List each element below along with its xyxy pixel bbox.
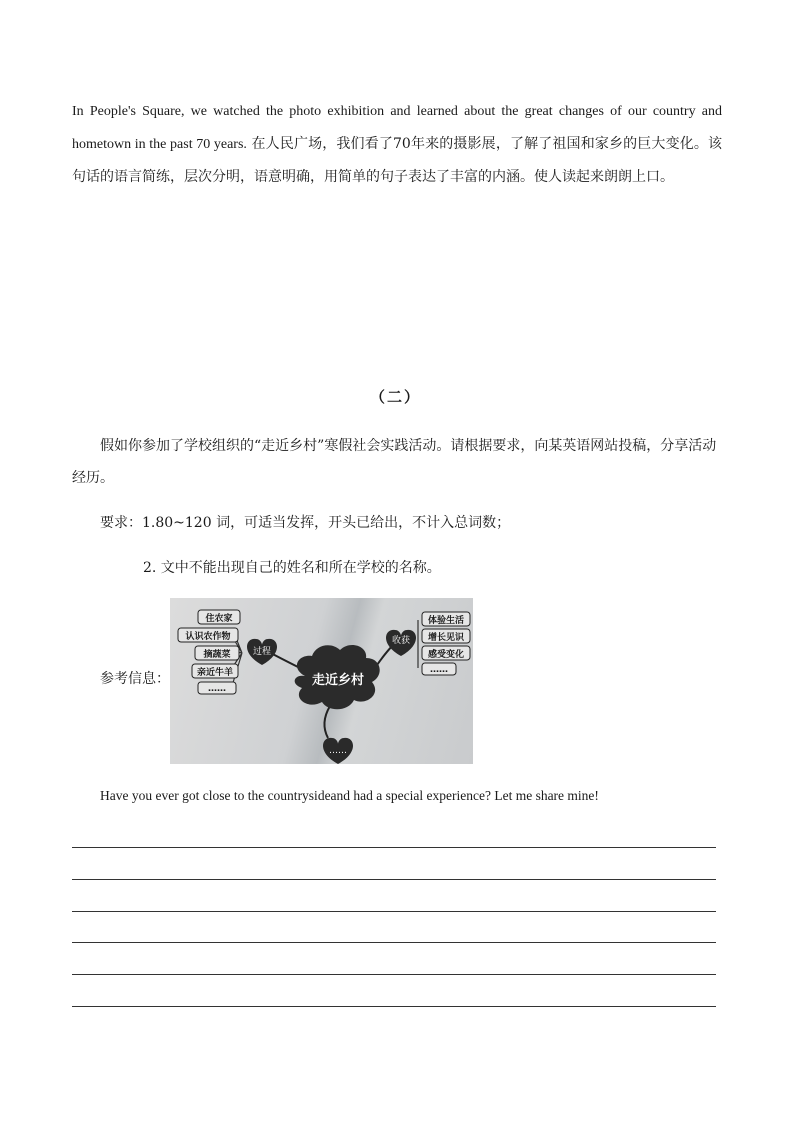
right-item-2: 增长见识 xyxy=(427,633,465,643)
intro-english: In People's Square, we watched the photo exhibition and learned about the great changes of our country and hometown in the past 70 years. xyxy=(72,104,722,152)
writing-line[interactable] xyxy=(72,911,716,912)
task-description: 假如你参加了学校组织的“走近乡村”寒假社会实践活动。请根据要求，向某英语网站投稿，分享活动经历。 xyxy=(72,438,717,486)
left-item-4: 亲近牛羊 xyxy=(196,668,234,678)
right-box-4 xyxy=(422,663,456,675)
writing-line[interactable] xyxy=(72,847,716,848)
heart-bottom-label: …… xyxy=(329,746,347,756)
right-item-3: 感受变化 xyxy=(427,650,465,660)
left-item-2: 认识农作物 xyxy=(185,632,231,642)
heart-process-label: 过程 xyxy=(252,647,272,657)
requirement-2: 2. 文中不能出现自己的姓名和所在学校的名称。 xyxy=(143,560,441,576)
writing-line[interactable] xyxy=(72,942,716,943)
heart-process xyxy=(247,639,277,665)
opening-sentence: Have you ever got close to the countrysideand had a special experience? Let me share mine! xyxy=(100,788,599,803)
writing-line[interactable] xyxy=(72,974,716,975)
left-item-5: …… xyxy=(208,684,226,694)
left-box-3 xyxy=(195,646,239,660)
intro-paragraph xyxy=(72,95,722,193)
left-item-1: 住农家 xyxy=(205,614,233,624)
writing-line[interactable] xyxy=(72,1006,716,1007)
center-cloud xyxy=(295,645,380,709)
right-box-3 xyxy=(422,646,470,660)
mindmap-photo xyxy=(170,598,473,764)
left-box-5 xyxy=(198,682,236,694)
center-label: 走近乡村 xyxy=(311,673,365,688)
intro-chinese: 在人民广场，我们看了70年来的摄影展，了解了祖国和家乡的巨大变化。该句话的语言简练，层次分明，语意明确，用简单的句子表达了丰富的内涵。使人读起来朗朗上口。 xyxy=(72,136,723,185)
right-box-2 xyxy=(422,629,470,643)
heart-bottom xyxy=(323,738,353,764)
left-box-4 xyxy=(192,664,238,678)
writing-line[interactable] xyxy=(72,879,716,880)
section-title: （二） xyxy=(370,388,422,406)
reference-label: 参考信息： xyxy=(100,671,170,687)
right-item-4: …… xyxy=(430,665,448,675)
mindmap-diagram xyxy=(170,598,473,764)
requirement-1: 要求：1.80~120 词，可适当发挥，开头已给出，不计入总词数； xyxy=(100,515,511,531)
left-item-3: 摘蔬菜 xyxy=(203,650,231,660)
left-box-2 xyxy=(178,628,238,642)
right-box-1 xyxy=(422,612,470,626)
right-item-1: 体验生活 xyxy=(427,616,465,626)
heart-gain-label: 收获 xyxy=(391,636,411,646)
left-box-1 xyxy=(198,610,240,624)
heart-gain xyxy=(386,630,416,656)
